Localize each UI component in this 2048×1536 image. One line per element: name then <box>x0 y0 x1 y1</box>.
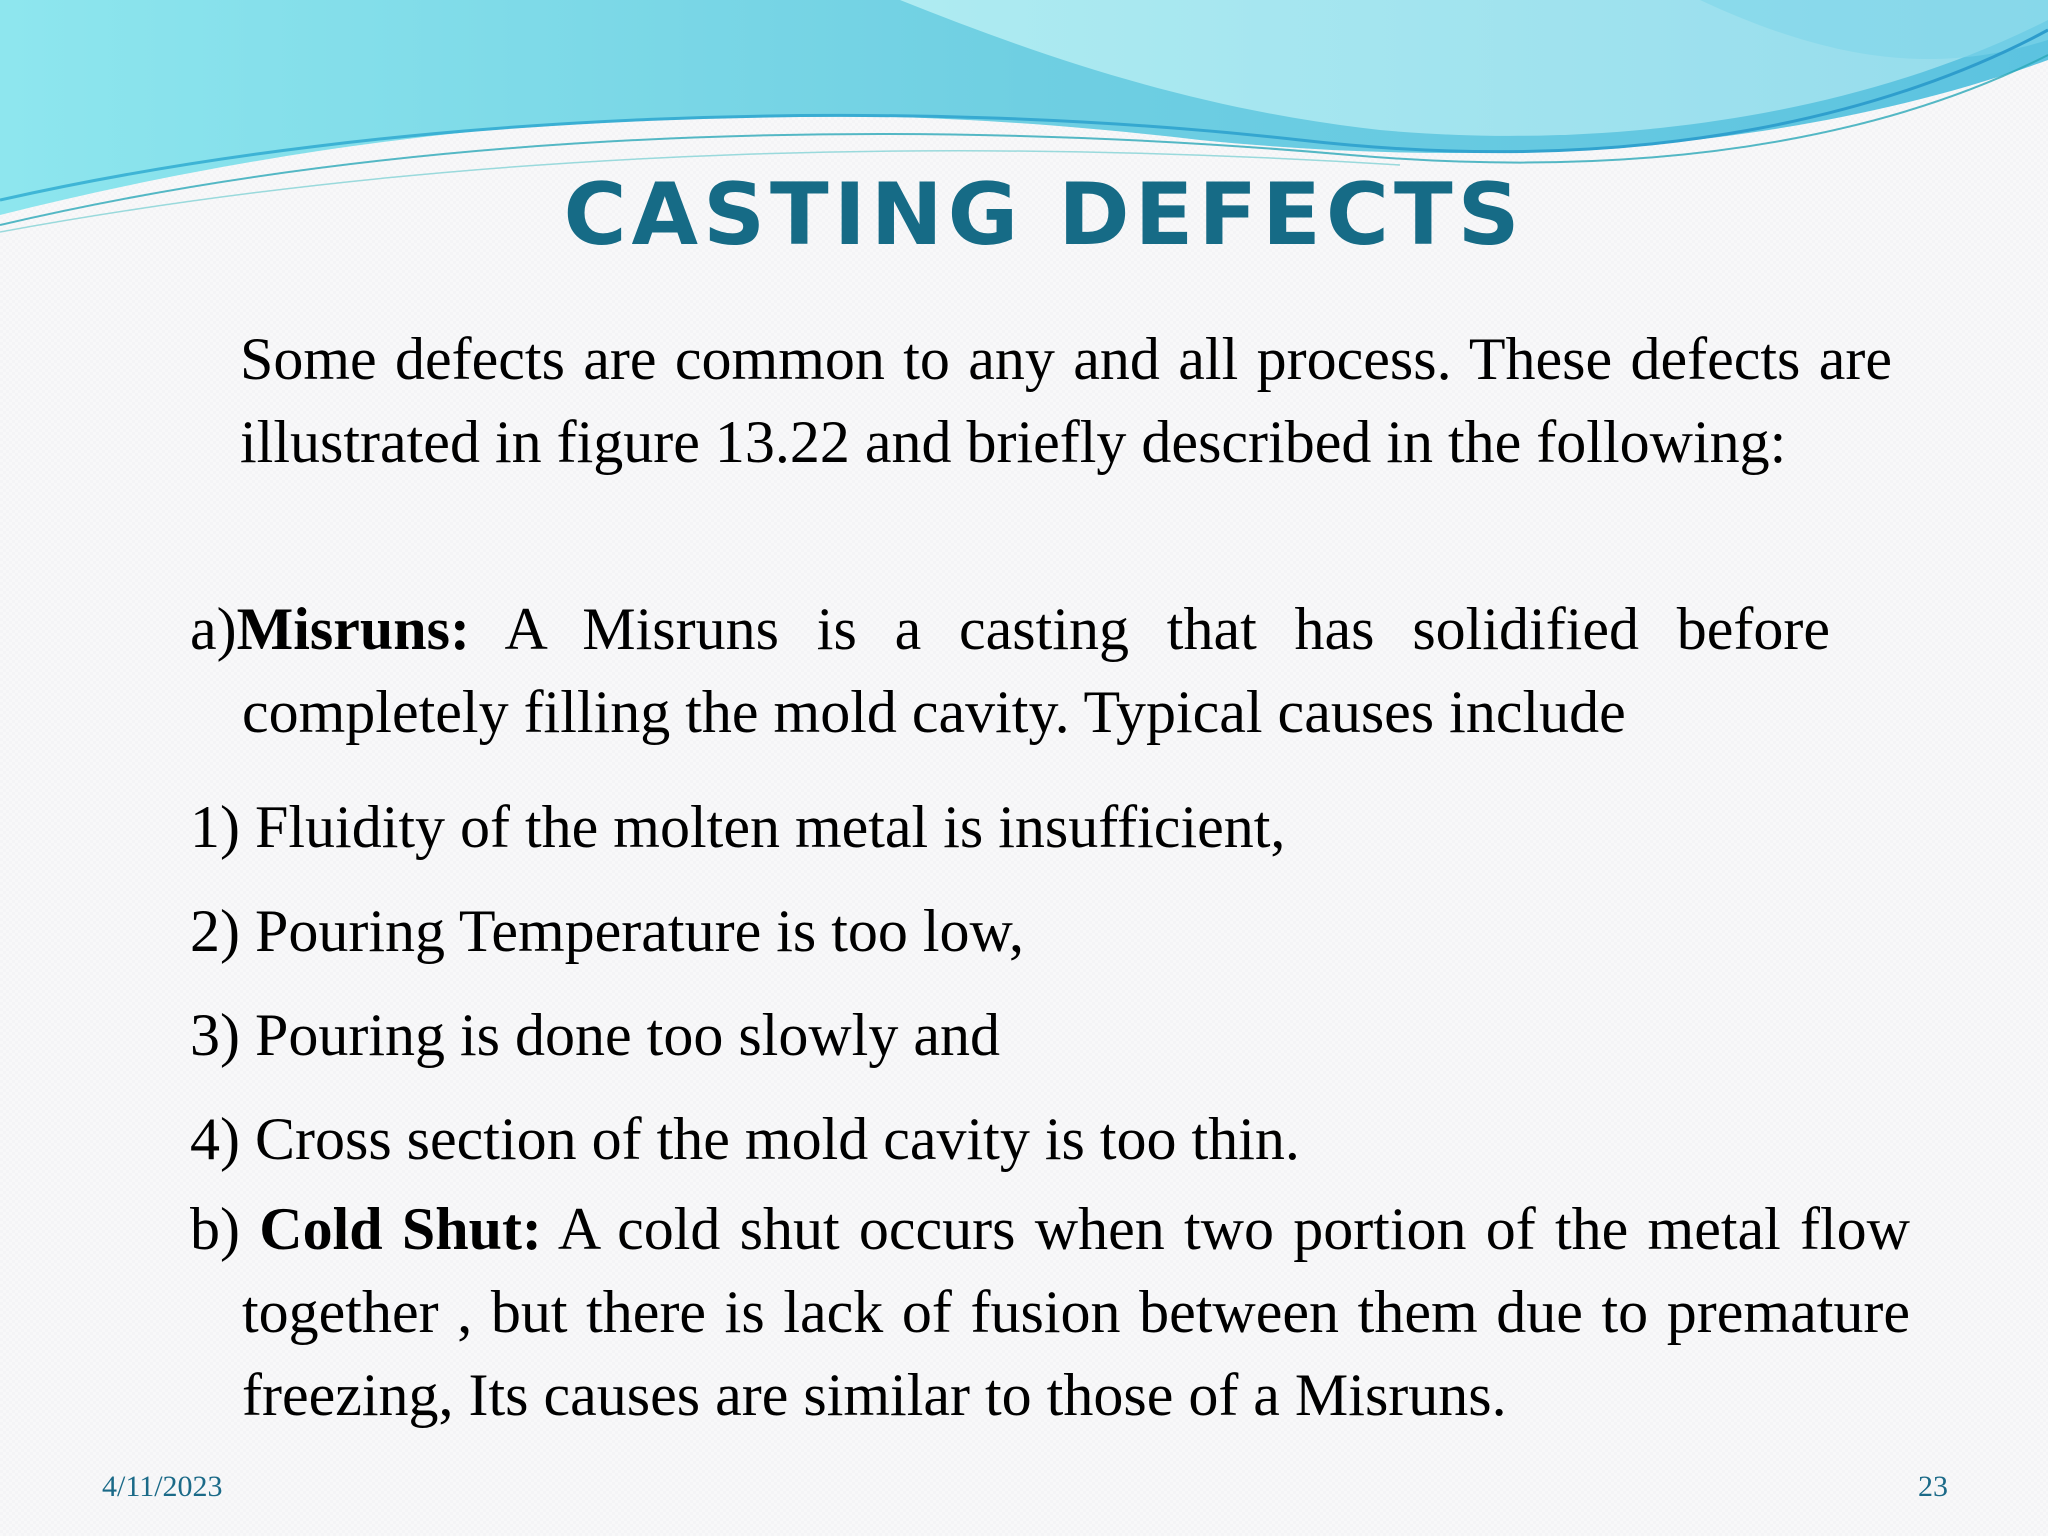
misruns-text: A Misruns is a casting that has solidified before completely filling the mold cavity. Typical causes include <box>242 596 1830 745</box>
footer-date: 4/11/2023 <box>102 1470 223 1503</box>
slide-title: CASTING DEFECTS <box>563 165 1525 265</box>
misruns-term: Misruns: <box>236 596 470 662</box>
list-item: 1) Fluidity of the molten metal is insufficient, <box>190 794 1286 860</box>
page-number: 23 <box>1918 1470 1948 1503</box>
list-item: 3) Pouring is done too slowly and <box>190 1002 1000 1068</box>
item-marker-b: b) <box>190 1196 260 1262</box>
cold-shut-text: A cold shut occurs when two portion of the metal flow together , but there is lack of fusion between them due to premature freezing, Its causes are similar to those of a Misruns. <box>242 1196 1911 1428</box>
intro-paragraph: Some defects are common to any and all process. These defects are illustrated in figure 13.22 and briefly described in the following: <box>240 326 1892 475</box>
list-item: 4) Cross section of the mold cavity is too thin. <box>190 1106 1300 1172</box>
cold-shut-term: Cold Shut: <box>259 1196 542 1262</box>
item-marker-a: a) <box>190 596 237 662</box>
misruns-item <box>190 588 1830 754</box>
cold-shut-item <box>190 1188 1910 1437</box>
list-item: 2) Pouring Temperature is too low, <box>190 898 1024 964</box>
causes-list <box>190 775 1790 1191</box>
